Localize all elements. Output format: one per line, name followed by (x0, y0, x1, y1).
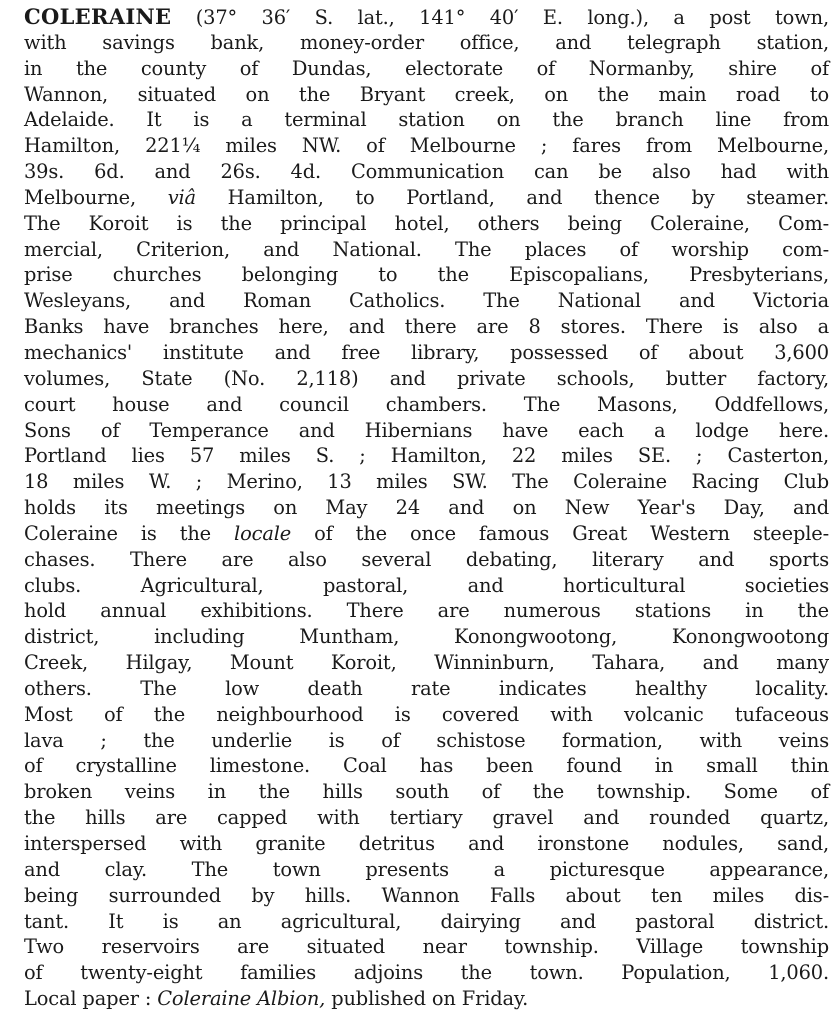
entry-line-9: The Koroit is the principal hotel, others being Coleraine, Com- (24, 211, 829, 235)
entry-line-35: being surrounded by hills. Wannon Falls about ten miles dis- (24, 883, 829, 907)
entry-line-11: prise churches belonging to the Episcopalians, Presbyterians, (24, 263, 829, 287)
entry-line-24: hold annual exhibitions. There are numerous stations in the (24, 599, 829, 623)
entry-line-29: lava ; the underlie is of schistose formation, with veins (24, 728, 829, 752)
local-paper-name: Coleraine Albion, (157, 987, 326, 1011)
entry-line-7: 39s. 6d. and 26s. 4d. Communication can be also had with (24, 160, 829, 184)
entry-line-1: COLERAINE (37° 36′ S. lat., 141° 40′ E. long.), a post town, (24, 4, 829, 29)
entry-line-17: Sons of Temperance and Hibernians have each a lodge here. (24, 418, 829, 442)
entry-line-28: Most of the neighbourhood is covered with volcanic tufaceous (24, 702, 829, 726)
entry-line-13: Banks have branches here, and there are 8 stores. There is also a (24, 315, 829, 339)
entry-line-19: 18 miles W. ; Merino, 13 miles SW. The Coleraine Racing Club (24, 470, 829, 494)
entry-line-30: of crystalline limestone. Coal has been found in small thin (24, 754, 829, 778)
entry-line-32: the hills are capped with tertiary gravel and rounded quartz, (24, 806, 829, 830)
entry-line-37: Two reservoirs are situated near township. Village township (24, 935, 829, 959)
entry-line-27: others. The low death rate indicates healthy locality. (24, 676, 829, 700)
entry-line-25: district, including Muntham, Konongwootong, Konongwootong (24, 625, 829, 649)
entry-line-3: in the county of Dundas, electorate of Normanby, shire of (24, 56, 829, 80)
entry-heading: COLERAINE (24, 4, 172, 29)
entry-line-31: broken veins in the hills south of the township. Some of (24, 780, 829, 804)
entry-line-39: Local paper : Coleraine Albion, published on Friday. (24, 987, 529, 1011)
entry-line-18: Portland lies 57 miles S. ; Hamilton, 22 miles SE. ; Casterton, (24, 444, 829, 468)
entry-line-15: volumes, State (No. 2,118) and private schools, butter factory, (24, 366, 829, 390)
entry-line-4: Wannon, situated on the Bryant creek, on the main road to (24, 82, 829, 106)
entry-line-36: tant. It is an agricultural, dairying and pastoral district. (24, 909, 829, 933)
entry-line-5: Adelaide. It is a terminal station on the branch line from (24, 108, 829, 132)
entry-line-20: holds its meetings on May 24 and on New Year's Day, and (24, 496, 829, 520)
entry-line-8: Melbourne, viâ Hamilton, to Portland, and thence by steamer. (24, 185, 829, 209)
entry-line-38: of twenty-eight families adjoins the town. Population, 1,060. (24, 961, 829, 985)
entry-line-34: and clay. The town presents a picturesque appearance, (24, 857, 829, 881)
entry-line-33: interspersed with granite detritus and ironstone nodules, sand, (24, 832, 829, 855)
entry-line-10: mercial, Criterion, and National. The places of worship com- (24, 237, 829, 261)
entry-line-16: court house and council chambers. The Masons, Oddfellows, (24, 392, 829, 416)
entry-line-23: clubs. Agricultural, pastoral, and horticultural societies (24, 573, 829, 597)
entry-line-21: Coleraine is the locale of the once famous Great Western steeple- (24, 521, 829, 545)
entry-line-2: with savings bank, money-order office, and telegraph station, (24, 30, 829, 54)
entry-line-14: mechanics' institute and free library, possessed of about 3,600 (24, 340, 829, 364)
entry-line-6: Hamilton, 221¼ miles NW. of Melbourne ; fares from Melbourne, (24, 134, 829, 158)
entry-line-22: chases. There are also several debating, literary and sports (24, 547, 829, 571)
entry-line-12: Wesleyans, and Roman Catholics. The National and Victoria (24, 289, 829, 313)
entry-line-26: Creek, Hilgay, Mount Koroit, Winninburn, Tahara, and many (24, 651, 829, 675)
